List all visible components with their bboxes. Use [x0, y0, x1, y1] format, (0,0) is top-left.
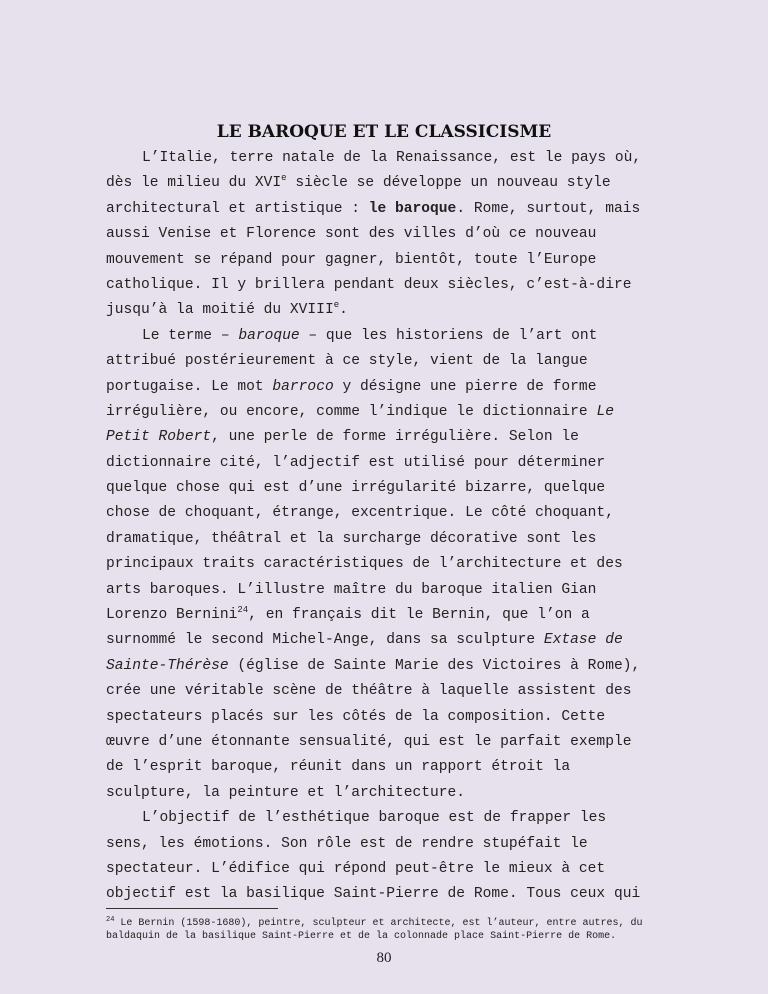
- text-line: quelque chose qui est d’une irrégularité bizarre, quelque: [106, 480, 606, 497]
- text-line: spectateurs placés sur les côtés de la composition. Cette: [106, 708, 606, 725]
- italic-term: Petit Robert: [106, 429, 212, 446]
- superscript: e: [281, 173, 287, 184]
- footnote-divider: [106, 908, 278, 909]
- footnote: $^{24}$ Le Bernin (1598-1680), peintre, sculpteur et architecte, est l’auteur, entre autres, du baldaquin de la basilique Saint-Pierre et de la colonnade place Saint-Pierre de Rome.: [106, 916, 643, 942]
- text-line: architectural et artistique : le baroque. Rome, surtout, mais: [106, 200, 641, 217]
- text-line: portugaise. Le mot barroco y désigne une pierre de forme: [106, 378, 597, 395]
- text-line: principaux traits caractéristiques de l’architecture et des: [106, 556, 623, 573]
- text-line: Lorenzo Bernini$^{24}$, en français dit le Bernin, que l’on a: [106, 605, 590, 624]
- text-line: crée une véritable scène de théâtre à laquelle assistent des: [106, 683, 632, 700]
- text-line: de l’esprit baroque, réunit dans un rapport étroit la: [106, 759, 571, 776]
- text-line: attribué postérieurement à ce style, vient de la langue: [106, 353, 588, 370]
- text-line: irrégulière, ou encore, comme l’indique le dictionnaire Le: [106, 403, 614, 420]
- text-line: sens, les émotions. Son rôle est de rendre stupéfait le: [106, 835, 588, 852]
- bold-term: le baroque: [368, 200, 457, 217]
- page-number: 80: [376, 950, 392, 966]
- text-line: catholique. Il y brillera pendant deux siècles, c’est-à-dire: [106, 276, 632, 293]
- text-line: objectif est la basilique Saint-Pierre de Rome. Tous ceux qui: [106, 886, 641, 903]
- text-line: spectateur. L’édifice qui répond peut-être le mieux à cet: [106, 860, 606, 877]
- footnote-marker: 24: [106, 916, 115, 924]
- text-line: jusqu’à la moitié du XVIIIe.: [106, 300, 348, 319]
- italic-term: Extase de: [543, 632, 623, 649]
- page-title: LE BAROQUE ET LE CLASSICISME: [216, 122, 552, 142]
- text-line: arts baroques. L’illustre maître du baroque italien Gian: [106, 581, 597, 598]
- text-line: Petit Robert, une perle de forme irrégulière. Selon le: [106, 429, 579, 446]
- text-line: dramatique, théâtral et la surcharge décorative sont les: [106, 530, 597, 547]
- body-text: [106, 146, 666, 908]
- italic-term: baroque: [238, 327, 300, 344]
- text-line: L’Italie, terre natale de la Renaissance, est le pays où,: [142, 150, 642, 166]
- italic-term: Sainte-Thérèse: [106, 657, 229, 674]
- text-line: L’objectif de l’esthétique baroque est de frapper les: [142, 810, 607, 827]
- text-line: dès le milieu du XVIe siècle se développe un nouveau style: [106, 173, 611, 192]
- text-line: œuvre d’une étonnante sensualité, qui est le parfait exemple: [106, 733, 632, 750]
- text-line: Le terme – baroque – que les historiens de l’art ont: [142, 327, 598, 344]
- superscript: e: [333, 300, 340, 311]
- text-line: sculpture, la peinture et l’architecture.: [106, 784, 466, 801]
- text-line: aussi Venise et Florence sont des villes d’où ce nouveau: [106, 226, 597, 243]
- text-line: dictionnaire cité, l’adjectif est utilisé pour déterminer: [106, 454, 606, 471]
- footnote-ref: 24: [237, 605, 249, 616]
- text-line: surnommé le second Michel-Ange, dans sa sculpture Extase de: [106, 632, 623, 649]
- text-line: Sainte-Thérèse (église de Sainte Marie des Victoires à Rome),: [106, 657, 641, 674]
- text-line: mouvement se répand pour gagner, bientôt, toute l’Europe: [106, 251, 597, 268]
- text-line: chose de choquant, étrange, excentrique. Le côté choquant,: [106, 505, 614, 522]
- italic-term: barroco: [272, 378, 334, 395]
- italic-term: Le: [596, 403, 614, 420]
